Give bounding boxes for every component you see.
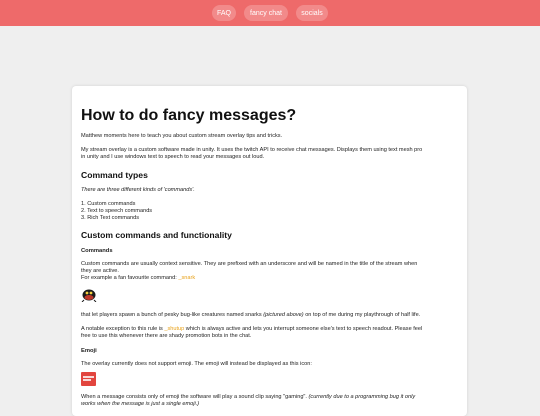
- emoji-only-text: When a message consists only of emoji the software will play a sound clip saying "gaming".: [81, 394, 309, 400]
- list-item: 1. Custom commands: [81, 201, 136, 207]
- nav-socials-button[interactable]: socials: [296, 5, 328, 21]
- commands-desc-line1: Custom commands are usually context sensitive. They are prefixed with an underscore and will be named in the title of the stream when: [81, 261, 418, 267]
- article-card: [72, 86, 467, 416]
- emoji-only-line2: works when the message is just a single emoji.): [81, 401, 200, 407]
- intro-text: Matthew moments here to teach you about custom stream overlay tips and tricks.: [81, 133, 283, 139]
- snark-desc-text: that let players spawn a bunch of pesky bug-like creatures named snarks: [81, 312, 264, 318]
- commands-desc-line2: they are active.: [81, 268, 119, 274]
- emoji-only-emphasis: (currently due to a programming bug it only: [308, 394, 416, 400]
- command-types-heading: Command types: [81, 170, 148, 180]
- nav-bar: [0, 5, 540, 21]
- emoji-desc: The overlay currently does not support emoji. The emoji will instead be displayed as this icon:: [81, 361, 312, 367]
- nav-fancy-chat-button[interactable]: fancy chat: [244, 5, 288, 21]
- command-types-intro: There are three different kinds of 'commands'.: [81, 187, 195, 193]
- snark-desc-text-end: on top of me during my playthrough of half life.: [303, 312, 421, 318]
- example-line: [81, 275, 458, 282]
- exception-text: A notable exception to this rule is: [81, 326, 165, 332]
- overlay-desc-line2: in unity and I use windows text to speech to read your messages out loud.: [81, 154, 265, 160]
- snark-creature-image: [81, 288, 97, 302]
- nav-faq-button[interactable]: FAQ: [212, 5, 236, 21]
- shutup-command: _shutup: [164, 326, 185, 332]
- exception-line1: [81, 326, 458, 333]
- command-types-list: [81, 201, 458, 222]
- emoji-subheading: Emoji: [81, 348, 97, 354]
- list-item: 2. Text to speech commands: [81, 208, 153, 214]
- snark-command: _snark: [178, 275, 196, 281]
- exception-line2: free to use this whenever there are shady promotion bots in the chat.: [81, 333, 252, 339]
- exception-text-end: which is always active and lets you interrupt someone else's text to speech readout. Please feel: [184, 326, 423, 332]
- emoji-placeholder-icon: [81, 372, 96, 386]
- snark-description: [81, 312, 458, 319]
- example-prefix: For example a fan favourite command:: [81, 275, 179, 281]
- emoji-only-line1: [81, 394, 458, 401]
- custom-commands-heading: Custom commands and functionality: [81, 230, 232, 240]
- page-title: How to do fancy messages?: [81, 107, 297, 124]
- list-item: 3. Rich Text commands: [81, 215, 140, 221]
- overlay-desc-line1: My stream overlay is a custom software made in unity. It uses the twitch API to receive chat messages. Displays them using text mesh pro: [81, 147, 423, 153]
- snark-desc-emphasis: (pictured above): [263, 312, 304, 318]
- commands-subheading: Commands: [81, 248, 113, 254]
